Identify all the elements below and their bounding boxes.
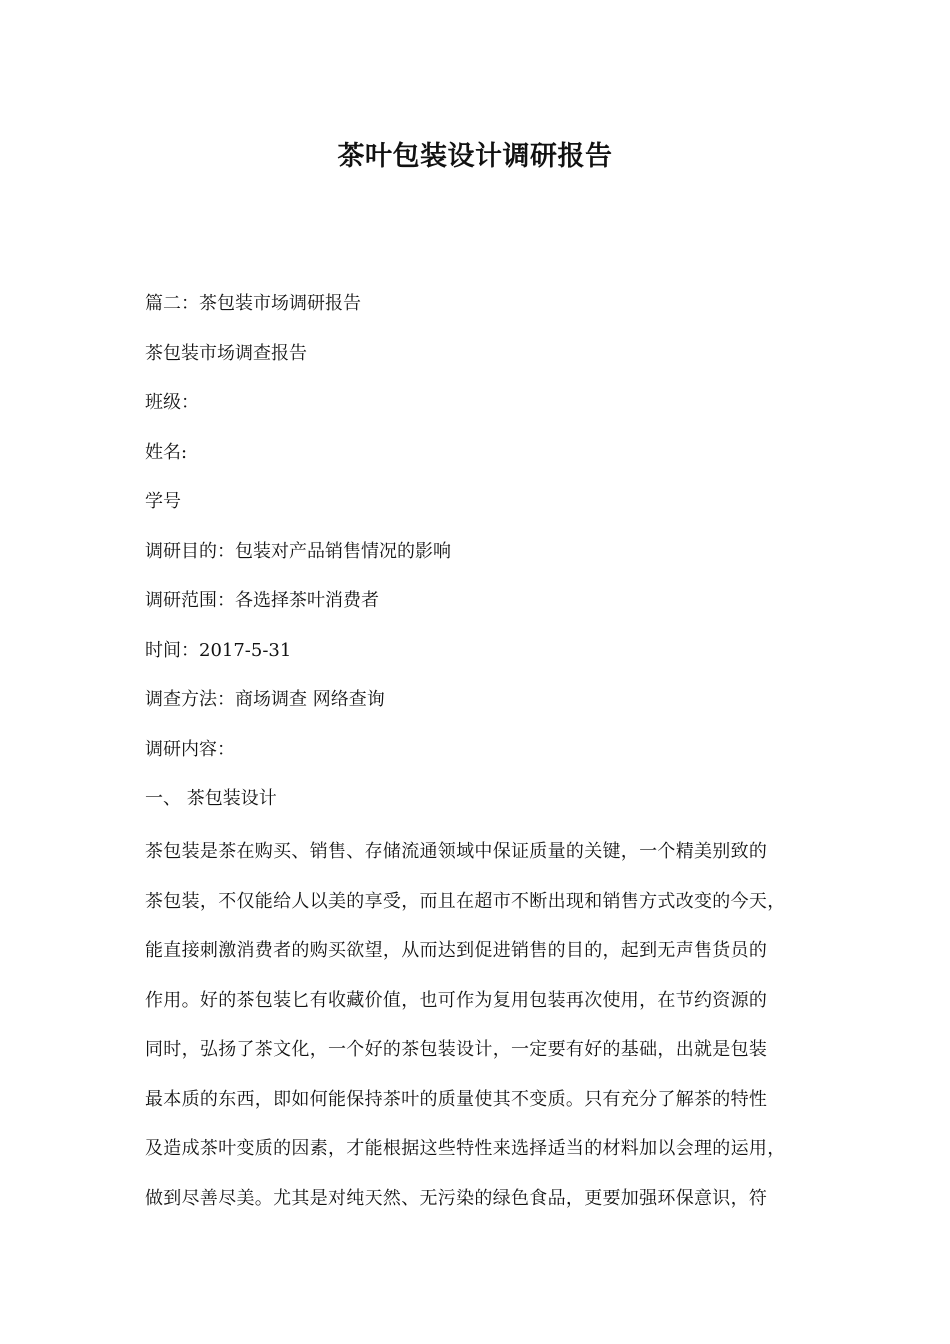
- name-field: 姓名:: [145, 441, 188, 463]
- body-paragraph: [145, 838, 815, 1234]
- research-method: 调查方法：商场调查 网络查询: [145, 689, 385, 710]
- section-heading: 篇二：茶包装市场调研报告: [145, 293, 361, 314]
- report-subtitle: 茶包装市场调查报告: [145, 342, 307, 364]
- paragraph-line: 最本质的东西，即如何能保持茶叶的质量使其不变质。只有充分了解茶的特性: [145, 1088, 768, 1110]
- paragraph-line: 作用。好的茶包装匕有收藏价值，也可作为复用包装再次使用，在节约资源的: [145, 989, 768, 1011]
- research-scope: 调研范围：各选择茶叶消费者: [145, 590, 379, 611]
- paragraph-line: 同时，弘扬了茶文化，一个好的茶包装设计，一定要有好的基础，出就是包装: [145, 1039, 768, 1060]
- research-purpose: 调研目的：包装对产品销售情况的影响: [145, 540, 451, 562]
- header-lines: [145, 290, 815, 835]
- paragraph-line: 能直接刺激消费者的购买欲望，从而达到促进销售的目的，起到无声售货员的: [145, 940, 768, 961]
- paragraph-line: 做到尽善尽美。尤其是对纯天然、无污染的绿色食品，更要加强环保意识，符: [145, 1187, 768, 1209]
- research-date: 时间：2017-5-31: [145, 639, 292, 661]
- paragraph-line: 茶包装是茶在购买、销售、存储流通领域中保证质量的关键，一个精美别致的: [145, 841, 768, 862]
- paragraph-line: 茶包装，不仅能给人以美的享受，而且在超市不断出现和销售方式改变的今天，: [145, 890, 786, 912]
- class-field: 班级：: [145, 392, 199, 413]
- paragraph-line: 及造成茶叶变质的因素，才能根据这些特性来选择适当的材料加以会理的运用，: [145, 1138, 786, 1159]
- subsection-heading: 一、 茶包装设计: [145, 788, 277, 809]
- student-id-field: 学号: [145, 491, 181, 512]
- document-title: 茶叶包装设计调研报告: [337, 141, 613, 172]
- research-content-label: 调研内容：: [145, 738, 235, 760]
